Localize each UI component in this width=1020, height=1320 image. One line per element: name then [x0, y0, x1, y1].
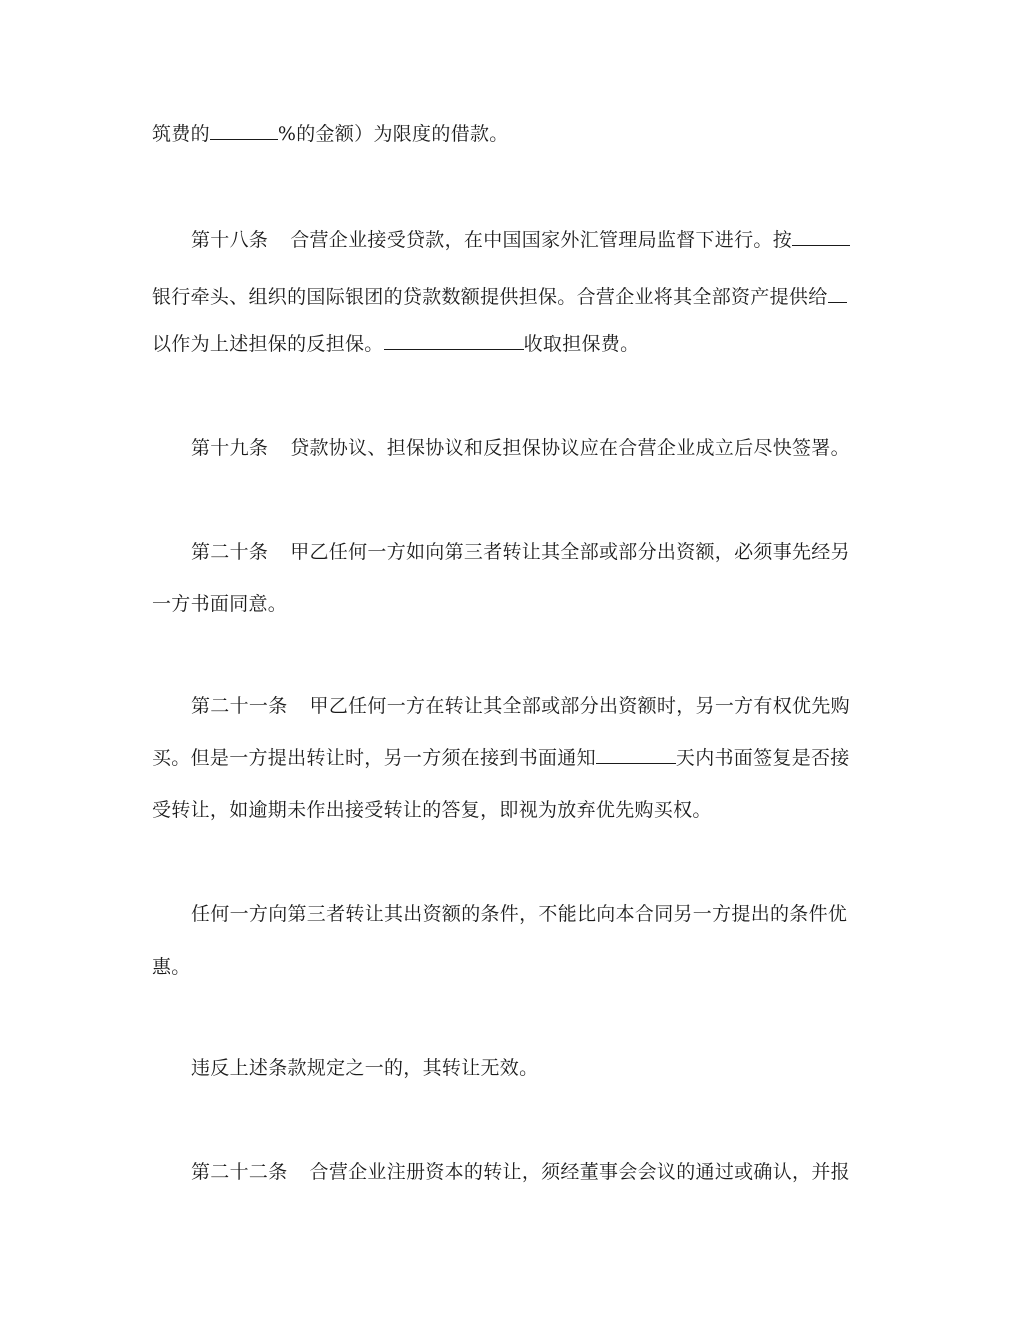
- article-22-line-1: [191, 1160, 872, 1184]
- fill-in-blank: [828, 285, 847, 303]
- text-segment: 甲乙任何一方如向第三者转让其全部或部分出资额，必须事先经另: [290, 541, 850, 563]
- text-segment: 任何一方向第三者转让其出资额的条件，不能比向本合同另一方提出的条件优: [191, 903, 848, 925]
- article-number: 第二十二条: [191, 1161, 288, 1183]
- article-number: 第十八条: [191, 229, 269, 251]
- article-19-line-1: [191, 436, 872, 460]
- article-18-line-1: [191, 228, 872, 252]
- text-segment: 合营企业接受贷款，在中国国家外汇管理局监督下进行。按: [290, 229, 793, 251]
- text-segment: 天内书面签复是否接: [675, 747, 850, 769]
- text-segment: 筑费的: [152, 123, 210, 145]
- article-number: 第二十一条: [191, 695, 288, 717]
- article-21-line-2: [152, 746, 872, 770]
- text-segment: 甲乙任何一方在转让其全部或部分出资额时，另一方有权优先购: [309, 695, 850, 717]
- text-segment: 一方书面同意。: [152, 593, 288, 615]
- article-number: 第二十条: [191, 541, 269, 563]
- fill-in-blank: [596, 746, 676, 764]
- text-segment: 惠。: [152, 956, 191, 978]
- article-21-line-3: [152, 798, 872, 822]
- text-segment: 违反上述条款规定之一的，其转让无效。: [191, 1057, 539, 1079]
- text-segment: 受转让，如逾期未作出接受转让的答复，即视为放弃优先购买权。: [152, 799, 712, 821]
- text-segment: 以作为上述担保的反担保。: [152, 333, 384, 355]
- paragraph-any-party-line-1: [191, 902, 872, 926]
- text-segment: %的金额）为限度的借款。: [277, 123, 509, 145]
- text-segment: 买。但是一方提出转让时，另一方须在接到书面通知: [152, 747, 596, 769]
- text-segment: 银行牵头、组织的国际银团的贷款数额提供担保。合营企业将其全部资产提供给: [152, 286, 828, 308]
- paragraph-continuation: [152, 122, 872, 146]
- article-20-line-2: [152, 592, 872, 616]
- text-segment: 合营企业注册资本的转让，须经董事会会议的通过或确认，并报: [309, 1161, 850, 1183]
- paragraph-violation: [191, 1056, 872, 1080]
- article-number: 第十九条: [191, 437, 269, 459]
- text-segment: 贷款协议、担保协议和反担保协议应在合营企业成立后尽快签署。: [290, 437, 850, 459]
- paragraph-any-party-line-2: [152, 955, 872, 979]
- article-18-line-2: [152, 285, 872, 309]
- article-20-line-1: [191, 540, 872, 564]
- article-18-line-3: [152, 332, 872, 356]
- text-segment: 收取担保费。: [523, 333, 640, 355]
- fill-in-blank: [792, 228, 850, 246]
- fill-in-blank: [210, 122, 278, 140]
- fill-in-blank: [384, 332, 524, 350]
- article-21-line-1: [191, 694, 872, 718]
